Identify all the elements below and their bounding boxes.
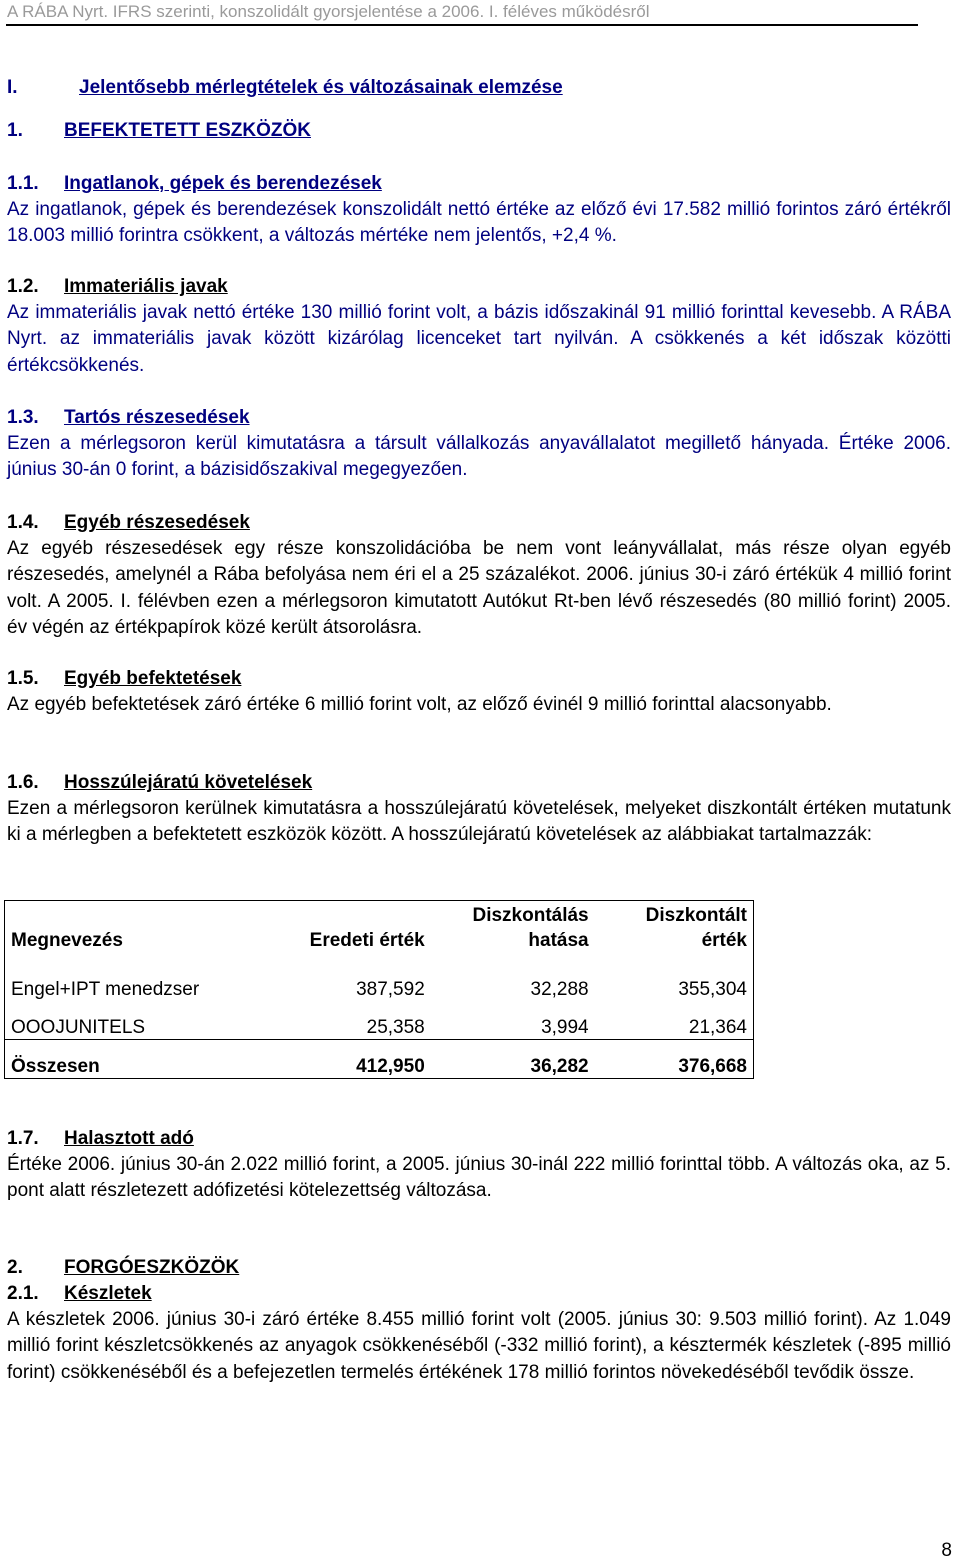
column-header: Diszkontált érték [645, 905, 747, 951]
subsection-number: 1.5. [7, 668, 39, 689]
subsection-title: Készletek [64, 1283, 152, 1304]
subsection-heading-1-4 [7, 512, 250, 534]
subsection-heading-1-1 [7, 173, 382, 195]
column-header: Megnevezés [11, 930, 123, 951]
table-header-row [5, 901, 754, 964]
column-header: Eredeti érték [309, 930, 425, 951]
paragraph-1-2: Az immateriális javak nettó értéke 130 millió forint volt, a bázis időszakinál 91 millió forinttal kevesebb. A RÁBA Nyrt. az immateriális javak között kizárólag licenceket tart nyilván. A csökkenés a két időszak közötti értékcsökkenés. [7, 302, 951, 376]
table-cell: 412,950 [261, 1040, 431, 1079]
subsection-heading-1-7 [7, 1128, 194, 1150]
section-heading-I [7, 77, 563, 99]
subsection-number: 1.6. [7, 772, 39, 793]
subsection-heading-2-1 [7, 1283, 152, 1305]
table-row [5, 963, 754, 1001]
subsection-title: Hosszúlejáratú követelések [64, 772, 313, 793]
column-header: Diszkontálás hatása [472, 905, 589, 951]
subsection-heading-1-6 [7, 772, 312, 794]
paragraph-1-5: Az egyéb befektetések záró értéke 6 millió forint volt, az előző évinél 9 millió forinttal alacsonyabb. [7, 694, 832, 715]
subsection-title: Immateriális javak [64, 276, 228, 297]
table-cell: Összesen [5, 1040, 262, 1079]
subsection-number: 1.7. [7, 1128, 39, 1149]
subsection-number: 1.2. [7, 276, 39, 297]
paragraph-1-3: Ezen a mérlegsoron kerül kimutatásra a társult vállalkozás anyavállalatot megillető hányada. Értéke 2006. június 30-án 0 forint, a bázisidőszakival megegyezően. [7, 433, 951, 481]
table-cell: 36,282 [431, 1040, 595, 1079]
running-header: A RÁBA Nyrt. IFRS szerinti, konszolidált gyorsjelentése a 2006. I. féléves működésről [7, 2, 650, 21]
section-heading-2 [7, 1257, 239, 1279]
subsection-heading-1-3 [7, 407, 250, 429]
table-cell: OOOJUNITELS [11, 1017, 146, 1038]
subsection-title: Ingatlanok, gépek és berendezések [64, 173, 382, 194]
paragraph-1-1: Az ingatlanok, gépek és berendezések konszolidált nettó értéke az előző évi 17.582 millió forintos záró értékről 18.003 millió forintra csökkent, a változás mértéke nem jelentős, +2,4 %. [7, 199, 951, 247]
table-cell: Engel+IPT menedzser [11, 979, 200, 1000]
subsection-title: Tartós részesedések [64, 407, 250, 428]
section-title: BEFEKTETETT ESZKÖZÖK [64, 120, 311, 141]
subsection-number: 2.1. [7, 1283, 39, 1304]
section-title: Jelentősebb mérlegtételek és változásainak elemzése [79, 77, 563, 98]
table-row [5, 1001, 754, 1040]
subsection-title: Halasztott adó [64, 1128, 194, 1149]
table-cell: 387,592 [356, 979, 425, 1000]
section-number: 1. [7, 120, 23, 141]
subsection-number: 1.3. [7, 407, 39, 428]
subsection-title: Egyéb befektetések [64, 668, 242, 689]
header-rule [6, 24, 918, 26]
table-cell: 355,304 [678, 979, 747, 1000]
long-term-receivables-table [4, 900, 754, 1079]
subsection-number: 1.1. [7, 173, 39, 194]
table-cell: 32,288 [530, 979, 589, 1000]
subsection-heading-1-2 [7, 276, 228, 298]
page-number: 8 [941, 1540, 952, 1561]
paragraph-1-4: Az egyéb részesedések egy része konszolidációba be nem vont leányvállalat, más része olyan egyéb részesedés, amelynél a Rába befolyása nem éri el a 25 százalékot. 2006. június 30-i záró értékük 4 millió forint volt. A 2005. I. félévben ezen a mérlegsoron kimutatott Autókut Rt-ben lévő részesedés (80 millió forint) 2005. év végén az értékpapírok közé került átsorolásra. [7, 538, 951, 639]
table-cell: 21,364 [688, 1017, 747, 1038]
paragraph-2-1: A készletek 2006. június 30-i záró értéke 8.455 millió forint volt (2005. június 30: 9.503 millió forint). Az 1.049 millió forint készletcsökkenés az anyagok csökkenéséből (-332 millió forint), a késztermék készletek (-895 millió forint) csökkenéséből és a befejezetlen termelés értékének 178 millió forintos növekedéséből tevődik össze. [7, 1309, 951, 1383]
table-total-row [5, 1040, 754, 1079]
table-cell: 25,358 [366, 1017, 425, 1038]
subsection-number: 1.4. [7, 512, 39, 533]
section-heading-1 [7, 120, 311, 142]
paragraph-1-6: Ezen a mérlegsoron kerülnek kimutatásra a hosszúlejáratú követelések, melyeket diszkontált értéken mutatunk ki a mérlegben a befektetett eszközök között. A hosszúlejáratú követelések az alábbiakat tartalmazzák: [7, 798, 951, 846]
paragraph-1-7: Értéke 2006. június 30-án 2.022 millió forint, a 2005. június 30-inál 222 millió forinttal több. A változás oka, az 5. pont alatt részletezett adófizetési kötelezettség változása. [7, 1154, 951, 1202]
table-cell: 3,994 [541, 1017, 589, 1038]
section-number: I. [7, 77, 18, 98]
subsection-heading-1-5 [7, 668, 241, 690]
subsection-title: Egyéb részesedések [64, 512, 250, 533]
section-number: 2. [7, 1257, 23, 1278]
table-cell: 376,668 [595, 1040, 754, 1079]
section-title: FORGÓESZKÖZÖK [64, 1257, 240, 1278]
